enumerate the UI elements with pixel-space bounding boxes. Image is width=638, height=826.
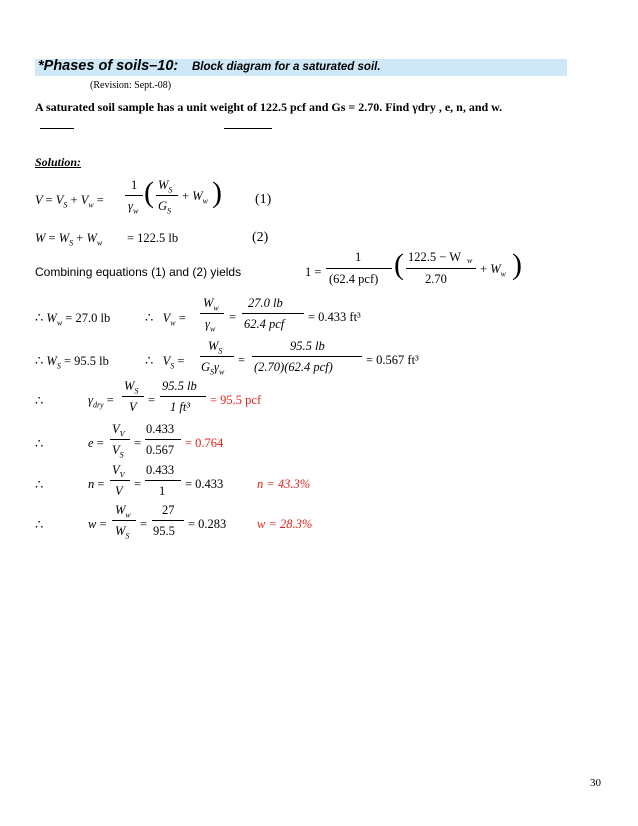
gdry-frac-num: 95.5 lb [162, 379, 197, 393]
eq2-tag: (2) [252, 230, 269, 245]
e-eq: = [134, 436, 142, 450]
vw-den: $\gamma_w$ [205, 317, 216, 334]
ww-value: = 27.0 lb [65, 311, 111, 325]
n-percent: n = 43.3% [257, 477, 311, 491]
e-result: = 0.764 [185, 436, 224, 450]
gdry-lhs: $\gamma_{dry}$ = [88, 393, 114, 410]
vs-fracline-2 [252, 356, 362, 357]
n-frac-den: 1 [159, 484, 166, 498]
vw-eq: = [229, 310, 237, 324]
solution-label: Solution: [35, 155, 82, 169]
eq1-fracline-2 [156, 195, 178, 196]
e-frac-den: 0.567 [146, 443, 175, 457]
combine-den-right: 2.70 [425, 272, 447, 286]
vs-frac-num: 95.5 lb [290, 339, 325, 353]
n-therefore: ∴ [35, 477, 44, 492]
eq1-den-gs: $G_S$ [158, 199, 172, 216]
ws-line: ∴ $W_S = 95.5$ lb [35, 353, 109, 371]
w-num-ww: $W_w$ [115, 503, 131, 520]
combine-paren-right: ) [512, 248, 522, 281]
revision-note: (Revision: Sept.-08) [90, 80, 172, 91]
gdry-result: = 95.5 pcf [210, 393, 262, 407]
problem-statement: A saturated soil sample has a unit weight of 122.5 pcf and Gs = 2.70. Find γdry , e, n, and w. [35, 100, 503, 114]
combine-lhs: 1 = [305, 265, 322, 279]
underline-1 [40, 128, 74, 129]
w-fracline-1 [112, 520, 136, 521]
page-number: 30 [590, 777, 601, 789]
combine-fracline-right [406, 268, 476, 269]
eq1-num-1: 1 [131, 178, 138, 192]
e-fracline-1 [110, 439, 130, 440]
combine-den-left: (62.4 pcf) [329, 272, 379, 286]
gdry-fracline-1 [122, 396, 144, 397]
ws-value: = 95.5 lb [63, 354, 109, 368]
n-frac-num: 0.433 [146, 463, 175, 477]
eq2-value: = 122.5 lb [127, 231, 179, 245]
combine-num-right: 122.5 − W [408, 250, 461, 264]
eq1-paren-right: ) [212, 176, 222, 209]
gdry-den-v: V [129, 400, 137, 414]
vw-result: = 0.433 ft³ [308, 310, 361, 324]
combine-plus-ww: + $W_w$ [480, 262, 506, 279]
vs-num: $W_S$ [208, 339, 223, 356]
ww-line: ∴ $W_w = 27.0$ lb [35, 310, 111, 328]
n-eq: = [134, 477, 142, 491]
gdry-eq: = [148, 393, 156, 407]
vw-frac-den: 62.4 pcf [244, 317, 285, 331]
vs-result: = 0.567 ft³ [366, 353, 419, 367]
w-eq: = [140, 517, 148, 531]
n-fracline-1 [110, 480, 130, 481]
page-subtitle: Block diagram for a saturated soil. [192, 61, 381, 73]
e-den-vs: $V_S$ [112, 443, 124, 460]
n-fracline-2 [145, 480, 181, 481]
eq1-plus-ww: + $W_w$ [182, 189, 208, 206]
vs-eq: = [238, 353, 246, 367]
w-frac-den: 95.5 [153, 524, 175, 538]
e-therefore: ∴ [35, 436, 44, 451]
combine-paren-left: ( [394, 248, 404, 281]
vw-frac-num: 27.0 lb [248, 296, 283, 310]
n-result: = 0.433 [185, 477, 224, 491]
gdry-num-ws: $W_S$ [124, 379, 139, 396]
vs-lhs: ∴ $V_S$ = [145, 353, 185, 371]
combining-text: Combining equations (1) and (2) yields [35, 265, 242, 279]
vs-frac-den: (2.70)(62.4 pcf) [254, 360, 333, 374]
eq1-tag: (1) [255, 192, 272, 207]
vw-lhs: ∴ $V_w$ = [145, 310, 186, 328]
vs-den: $G_S\gamma_w$ [201, 360, 225, 377]
gdry-fracline-2 [160, 396, 206, 397]
n-den-v: V [115, 484, 123, 498]
w-frac-num: 27 [162, 503, 175, 517]
vw-fracline-2 [242, 313, 304, 314]
w-percent: w = 28.3% [257, 517, 313, 531]
gdry-frac-den: 1 ft³ [170, 400, 191, 414]
w-result: = 0.283 [188, 517, 227, 531]
w-den-ws: $W_S$ [115, 524, 130, 541]
eq1-lhs: $V = V_S + V_w$ = [35, 193, 104, 210]
combine-num-sub: w [467, 256, 473, 265]
e-lhs: e = [88, 436, 104, 450]
eq1-num-ws: $W_S$ [158, 178, 173, 195]
w-lhs: w = [88, 517, 107, 531]
underline-2 [224, 128, 272, 129]
e-num-vv: $V_V$ [112, 422, 125, 439]
eq1-paren-left: ( [144, 176, 154, 209]
e-fracline-2 [145, 439, 181, 440]
vw-fracline-1 [200, 313, 224, 314]
gdry-therefore: ∴ [35, 393, 44, 408]
eq2-lhs: $W = W_S + W_w$ [35, 231, 103, 248]
w-fracline-2 [152, 520, 184, 521]
w-therefore: ∴ [35, 517, 44, 532]
vw-num: $W_w$ [203, 296, 219, 313]
eq1-den-gamma: $\gamma_w$ [128, 199, 139, 216]
n-num-vv: $V_V$ [112, 463, 125, 480]
eq1-fracline-1 [125, 195, 143, 196]
e-frac-num: 0.433 [146, 422, 175, 436]
combine-fracline-left [326, 268, 392, 269]
combine-num-left: 1 [355, 250, 362, 264]
n-lhs: n = [88, 477, 105, 491]
page-title: *Phases of soils–10: [38, 58, 179, 74]
vs-fracline-1 [200, 356, 234, 357]
